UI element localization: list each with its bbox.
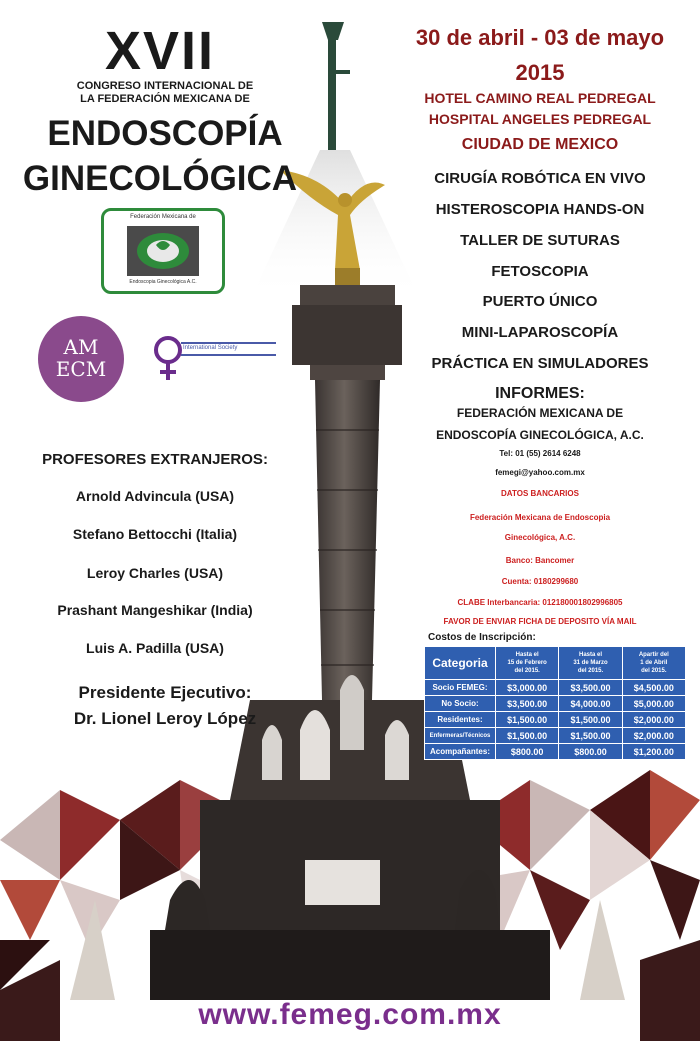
title-line1: ENDOSCOPÍA (47, 114, 283, 153)
cell-price: $1,200.00 (623, 744, 685, 759)
professors-title: PROFESORES EXTRANJEROS: (42, 451, 268, 468)
column-shaft (315, 380, 380, 700)
costs-header-col3-l1: Apartir del (638, 652, 669, 658)
bank-account: Cuenta: 0180299680 (501, 577, 579, 586)
table-row (425, 696, 685, 711)
costs-header-col1 (496, 647, 558, 679)
website-link[interactable]: www.femeg.com.mx (198, 998, 502, 1031)
cell-price: $1,500.00 (559, 712, 621, 727)
table-row (425, 680, 685, 695)
row-label: Enfermeras/Técnicos (425, 728, 495, 743)
program-item: MINI-LAPAROSCOPÍA (461, 324, 619, 341)
costs-header-col1-l3: del 2015. (514, 668, 540, 674)
bank-title: DATOS BANCARIOS (501, 489, 579, 498)
federation-logo-bottom-text: Endoscopia Ginecológica A.C. (129, 279, 197, 285)
informes-org-line2: ENDOSCOPÍA GINECOLÓGICA, A.C. (436, 428, 644, 442)
informes-org-line1: FEDERACIÓN MEXICANA DE (456, 406, 624, 420)
venue-hospital: HOSPITAL ANGELES PEDREGAL (428, 111, 652, 127)
program-item: PUERTO ÚNICO (482, 293, 598, 310)
costs-header-col2-l3: del 2015. (577, 668, 604, 674)
cell-price: $1,500.00 (496, 712, 558, 727)
column-capital (292, 285, 402, 380)
society-logo-text: International Society (183, 345, 238, 351)
ammec-logo-line1: AM (63, 335, 99, 359)
costs-title: Costos de Inscripción: (428, 632, 536, 643)
cell-price: $3,000.00 (496, 680, 558, 695)
event-dates: 30 de abril - 03 de mayo (415, 25, 665, 50)
edition-number: XVII (104, 21, 216, 81)
bank-holder-line1: Federación Mexicana de Endoscopia (469, 513, 611, 522)
uterus-icon (126, 225, 200, 277)
event-year: 2015 (515, 60, 565, 85)
congress-subtitle-line1: CONGRESO INTERNACIONAL DE (76, 80, 254, 92)
president-title: Presidente Ejecutivo: (78, 683, 252, 702)
professor-name: Leroy Charles (USA) (86, 565, 224, 581)
cell-price: $5,000.00 (623, 696, 685, 711)
female-symbol-icon (151, 336, 185, 382)
row-label: No Socio: (425, 696, 495, 711)
informes-phone: Tel: 01 (55) 2614 6248 (499, 449, 581, 458)
program-item: PRÁCTICA EN SIMULADORES (431, 355, 649, 372)
bank-name: Banco: Bancomer (505, 556, 575, 565)
row-label: Socio FEMEG: (425, 680, 495, 695)
informes-title: INFORMES: (495, 385, 585, 402)
federation-logo (101, 208, 225, 294)
row-label: Acompañantes: (425, 744, 495, 759)
cell-price: $800.00 (559, 744, 621, 759)
informes-email: femegi@yahoo.com.mx (495, 468, 585, 477)
society-logo-rule (181, 342, 276, 344)
bank-holder-line2: Ginecológica, A.C. (504, 533, 576, 542)
venue-hotel: HOTEL CAMINO REAL PEDREGAL (424, 90, 656, 106)
bank-note: FAVOR DE ENVIAR FICHA DE DEPOSITO VÍA MAIL (443, 617, 637, 626)
cell-price: $800.00 (496, 744, 558, 759)
table-row (425, 728, 685, 743)
society-logo-rule-2 (181, 354, 276, 356)
professor-name: Stefano Bettocchi (Italia) (72, 526, 238, 542)
cell-price: $1,500.00 (496, 728, 558, 743)
row-label: Residentes: (425, 712, 495, 727)
cell-price: $2,000.00 (623, 728, 685, 743)
cell-price: $3,500.00 (559, 680, 621, 695)
ammec-logo (38, 316, 124, 402)
cell-price: $4,500.00 (623, 680, 685, 695)
costs-header-col3-l2: 1 de Abril (640, 660, 668, 666)
president-name: Dr. Lionel Leroy López (73, 709, 257, 728)
cell-price: $4,000.00 (559, 696, 621, 711)
torch-icon (322, 22, 350, 150)
cell-price: $1,500.00 (559, 728, 621, 743)
venue-city: CIUDAD DE MEXICO (461, 136, 619, 153)
title-line2: GINECOLÓGICA (22, 159, 298, 198)
table-row (425, 744, 685, 759)
costs-header-col1-l2: 15 de Febrero (507, 660, 547, 666)
costs-header-row (425, 647, 685, 679)
program-item: CIRUGÍA ROBÓTICA EN VIVO (434, 170, 646, 187)
costs-header-col2-l1: Hasta el (578, 652, 602, 658)
program-item: HISTEROSCOPIA HANDS-ON (435, 201, 645, 218)
professor-name: Arnold Advincula (USA) (75, 488, 235, 504)
program-item: FETOSCOPIA (491, 263, 589, 280)
costs-header-category: Categoria (425, 647, 495, 679)
program-item: TALLER DE SUTURAS (460, 232, 620, 249)
professor-name: Luis A. Padilla (USA) (86, 640, 224, 656)
bank-clabe: CLABE Interbancaria: 012180001802996805 (457, 598, 623, 607)
costs-header-col3 (623, 647, 685, 679)
costs-header-col2-l2: 31 de Marzo (573, 660, 608, 666)
society-logo (151, 336, 276, 386)
table-row (425, 712, 685, 727)
costs-table (424, 646, 686, 760)
professor-name: Prashant Mangeshikar (India) (57, 602, 253, 618)
ammec-logo-line2: ECM (55, 357, 107, 381)
congress-subtitle-line2: LA FEDERACIÓN MEXICANA DE (80, 93, 250, 105)
costs-header-col1-l1: Hasta el (515, 652, 539, 658)
federation-logo-top-text: Federación Mexicana de (130, 214, 196, 220)
cell-price: $3,500.00 (496, 696, 558, 711)
costs-header-col3-l3: del 2015. (641, 668, 667, 674)
cell-price: $2,000.00 (623, 712, 685, 727)
costs-header-col2 (559, 647, 621, 679)
